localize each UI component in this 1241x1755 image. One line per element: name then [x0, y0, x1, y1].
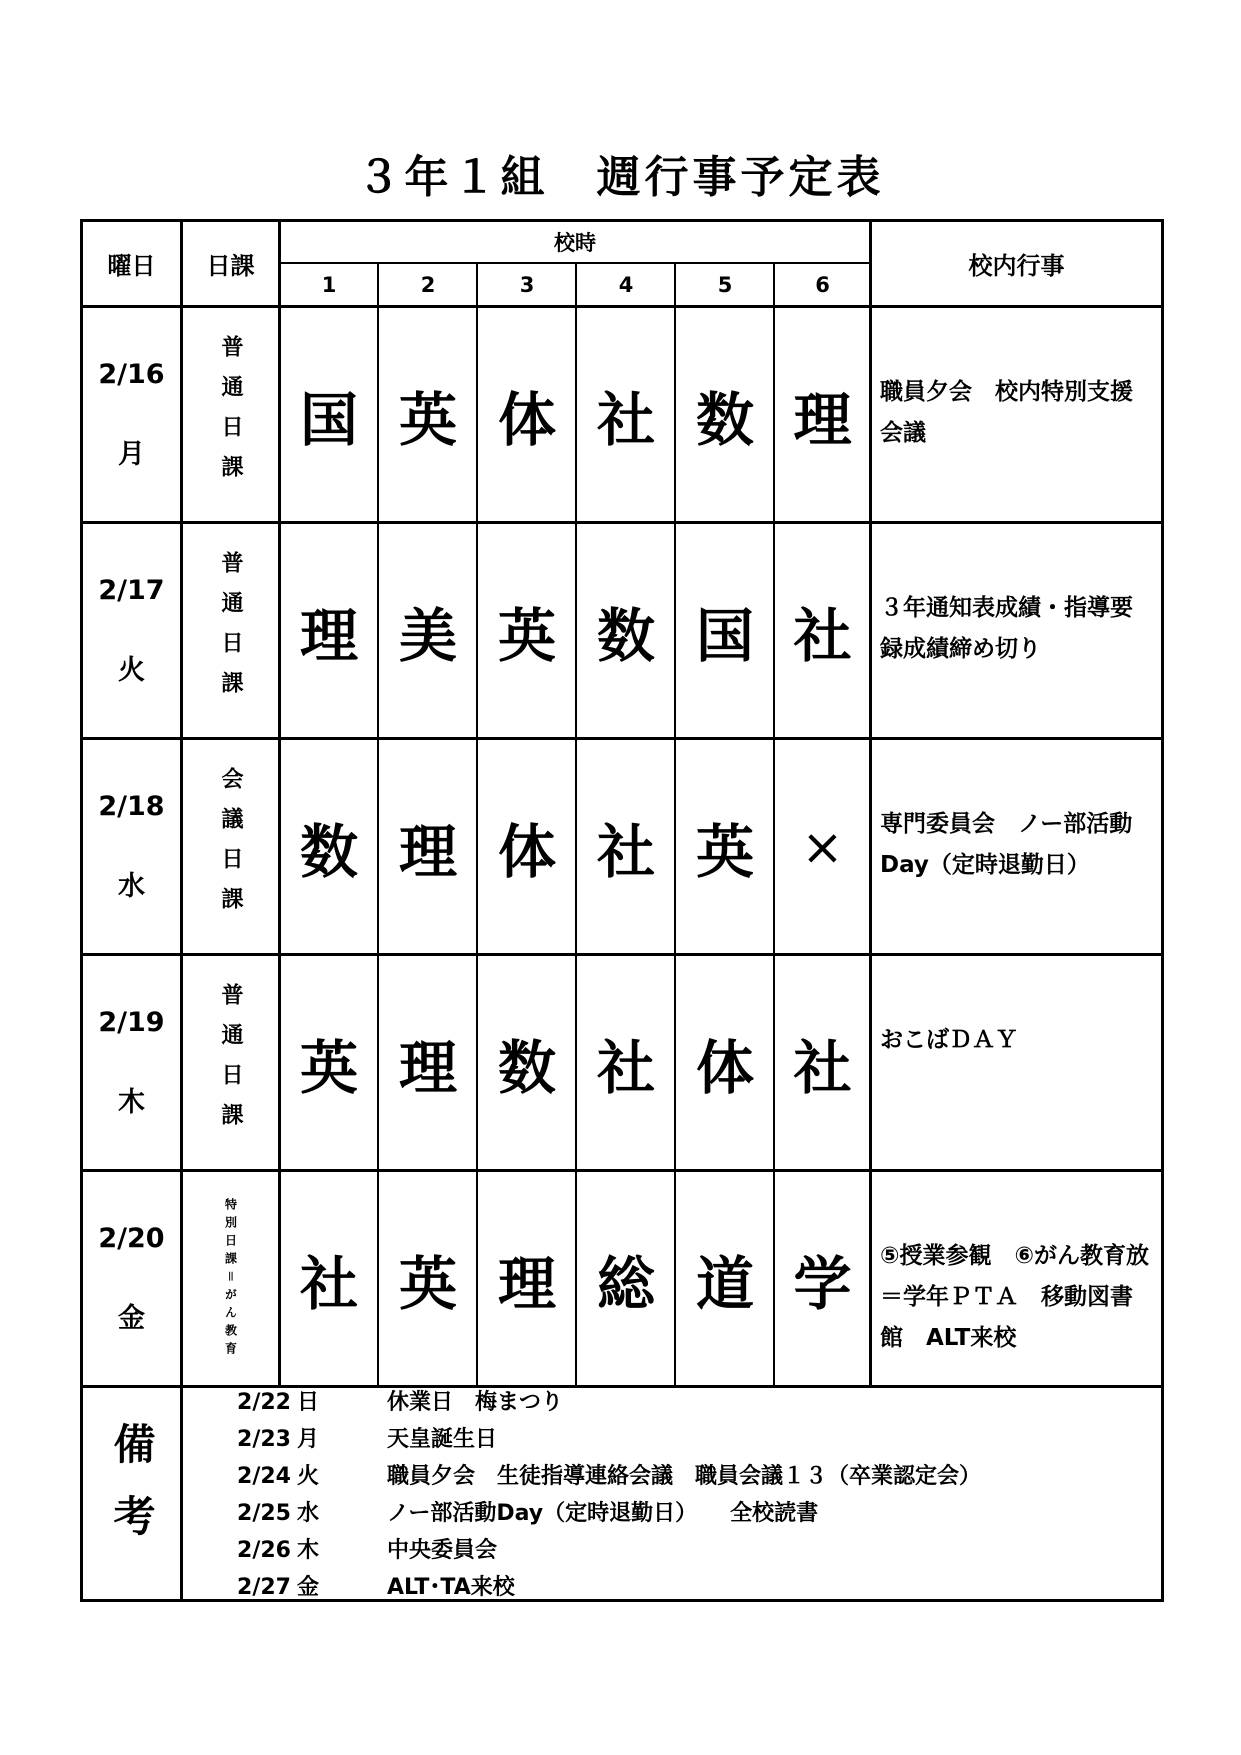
subject-cell: 社: [596, 385, 655, 454]
note-item: [223, 1495, 1153, 1532]
notes-list: [223, 1388, 1153, 1599]
row-type-cell: [183, 524, 278, 737]
subject-cell: 理: [398, 1033, 457, 1102]
grid-line: [476, 262, 478, 1385]
note-date: 2/25: [237, 1501, 291, 1526]
grid-line: [278, 222, 281, 1385]
subject-cell: 英: [398, 1249, 457, 1318]
header-period-3: 3: [519, 273, 535, 297]
subject-cell: 社: [596, 817, 655, 886]
row-date: 2/16: [98, 358, 165, 390]
row-date-cell: [83, 524, 180, 737]
row-weekday: 金: [118, 1302, 145, 1334]
subject-cell: 数: [596, 601, 655, 670]
row-type: 普通日課: [218, 550, 243, 711]
row-weekday: 水: [118, 870, 145, 902]
header-events: 校内行事: [968, 252, 1065, 280]
header-period-2: 2: [420, 273, 436, 297]
note-weekday: 月: [297, 1427, 320, 1452]
subject-cell: 道: [695, 1249, 754, 1318]
grid-line: [377, 262, 379, 1385]
note-date: 2/26: [237, 1538, 291, 1563]
subject-cell: 体: [497, 385, 556, 454]
note-weekday: 火: [297, 1464, 320, 1489]
grid-line: [83, 953, 1161, 956]
row-date: 2/17: [98, 574, 165, 606]
note-item: [223, 1384, 1153, 1421]
row-type-cell: [183, 740, 278, 953]
row-date: 2/19: [98, 1006, 165, 1038]
note-item: [223, 1458, 1153, 1495]
row-weekday: 月: [118, 438, 145, 470]
note-date: 2/24: [237, 1464, 291, 1489]
row-date-cell: [83, 1172, 180, 1385]
note-weekday: 日: [297, 1390, 320, 1415]
row-events: ３年通知表成績・指導要録成績締め切り: [880, 595, 1133, 662]
grid-line: [773, 262, 775, 1385]
note-text: 中央委員会: [387, 1538, 498, 1563]
subject-cell: 英: [695, 817, 754, 886]
row-weekday: 木: [118, 1086, 145, 1118]
note-weekday: 金: [297, 1575, 320, 1600]
subject-cell: 英: [299, 1033, 358, 1102]
subject-cell: 美: [398, 601, 457, 670]
note-text: 天皇誕生日: [387, 1427, 498, 1452]
row-type: 普通日課: [218, 334, 243, 495]
header-period-6: 6: [815, 273, 830, 297]
subject-cell: 社: [793, 601, 852, 670]
subject-cell: 体: [695, 1033, 754, 1102]
row-events: ⑤授業参観 ⑥がん教育放＝学年ＰＴＡ 移動図書館 ALT来校: [880, 1243, 1149, 1351]
row-type: 会議日課: [218, 766, 243, 927]
row-date-cell: [83, 956, 180, 1169]
header-period-4: 4: [618, 273, 634, 297]
subject-cell-none: ×: [801, 817, 844, 876]
header-period-5: 5: [717, 273, 733, 297]
schedule-table: [80, 219, 1164, 1602]
row-weekday: 火: [118, 654, 145, 686]
subject-cell: 総: [596, 1249, 655, 1318]
row-type: 特別日課＝がん教育: [223, 1197, 238, 1360]
grid-line: [674, 262, 676, 1385]
grid-line: [83, 305, 1161, 308]
row-events: おこばＤＡＹ: [880, 1027, 1018, 1053]
note-item: [223, 1569, 1153, 1606]
subject-cell: 学: [793, 1249, 852, 1318]
row-date-cell: [83, 308, 180, 521]
row-events: 専門委員会 ノー部活動Day（定時退勤日）: [880, 811, 1133, 878]
note-item: [223, 1532, 1153, 1569]
subject-cell: 英: [398, 385, 457, 454]
grid-line: [83, 1385, 1161, 1388]
row-type-cell: [183, 308, 278, 521]
grid-line: [83, 521, 1161, 524]
subject-cell: 理: [497, 1249, 556, 1318]
notes-label-cell: [83, 1388, 180, 1599]
note-text: 職員夕会 生徒指導連絡会議 職員会議１３（卒業認定会）: [387, 1464, 982, 1489]
subject-cell: 社: [596, 1033, 655, 1102]
note-weekday: 水: [297, 1501, 320, 1526]
subject-cell: 社: [793, 1033, 852, 1102]
page-title: ３年１組 週行事予定表: [356, 152, 885, 203]
note-text: 休業日 梅まつり: [387, 1390, 564, 1415]
subject-cell: 国: [299, 385, 358, 454]
subject-cell: 理: [299, 601, 358, 670]
header-periods-label: 校時: [554, 231, 596, 255]
row-type: 普通日課: [218, 982, 243, 1143]
note-text: ALT･TA来校: [387, 1575, 515, 1600]
grid-line: [180, 222, 183, 1599]
note-date: 2/27: [237, 1575, 291, 1600]
row-type-cell: [183, 1172, 278, 1385]
subject-cell: 理: [398, 817, 457, 886]
grid-line: [575, 262, 577, 1385]
subject-cell: 数: [695, 385, 754, 454]
subject-cell: 数: [299, 817, 358, 886]
subject-cell: 体: [497, 817, 556, 886]
note-text: ノー部活動Day（定時退勤日） 全校読書: [387, 1501, 819, 1526]
grid-line: [83, 1169, 1161, 1172]
note-weekday: 木: [297, 1538, 320, 1563]
row-type-cell: [183, 956, 278, 1169]
header-day: 曜日: [107, 252, 156, 280]
note-date: 2/23: [237, 1427, 291, 1452]
grid-line: [83, 737, 1161, 740]
header-period-1: 1: [321, 273, 337, 297]
subject-cell: 国: [695, 601, 754, 670]
header-type: 日課: [206, 252, 255, 280]
row-events: 職員夕会 校内特別支援会議: [880, 379, 1133, 446]
subject-cell: 英: [497, 601, 556, 670]
row-date: 2/20: [98, 1222, 165, 1254]
subject-cell: 理: [793, 385, 852, 454]
subject-cell: 数: [497, 1033, 556, 1102]
notes-label: 備考: [107, 1421, 157, 1566]
note-item: [223, 1421, 1153, 1458]
grid-line: [869, 222, 872, 1385]
subject-cell: 社: [299, 1249, 358, 1318]
row-date-cell: [83, 740, 180, 953]
note-date: 2/22: [237, 1390, 291, 1415]
row-date: 2/18: [98, 790, 165, 822]
